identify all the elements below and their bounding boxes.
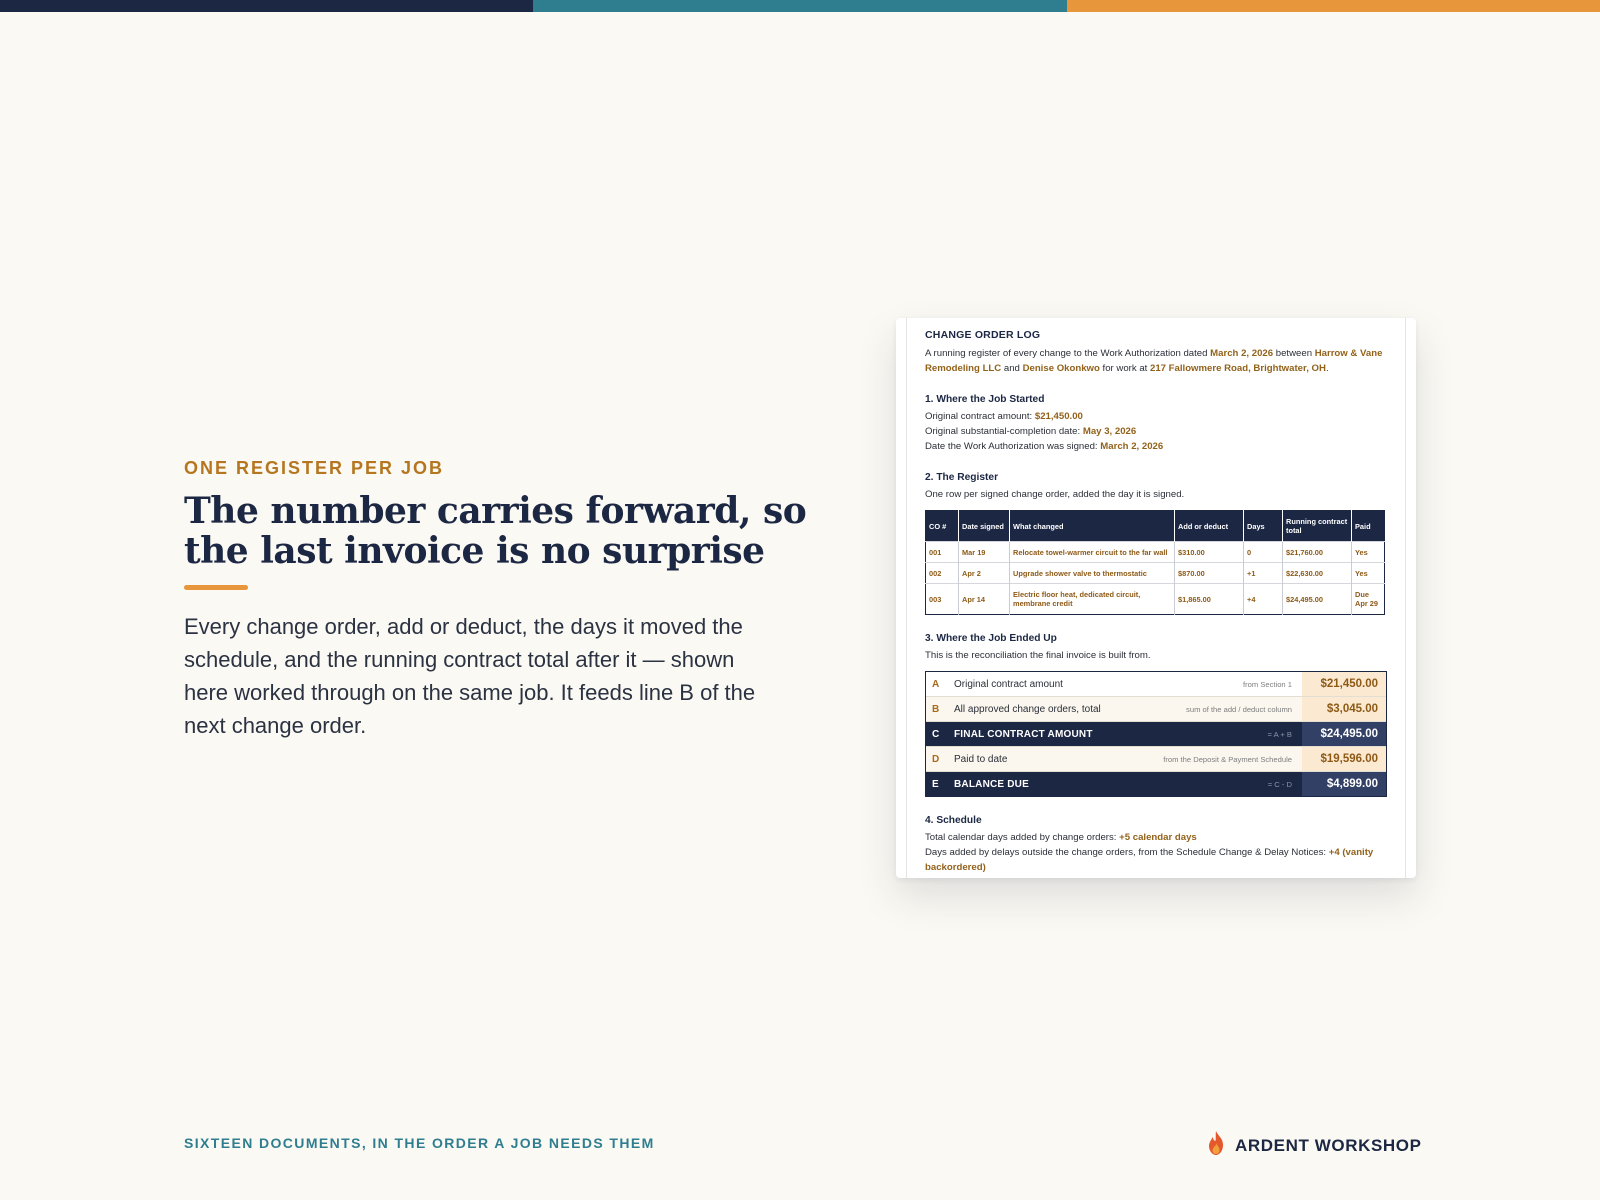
row-letter: B bbox=[932, 703, 940, 715]
cell: Electric floor heat, dedicated circuit, membrane credit bbox=[1010, 584, 1175, 615]
intro-owner: Denise Okonkwo bbox=[1022, 363, 1100, 374]
accent-teal bbox=[533, 0, 1066, 12]
column-header: Date signed bbox=[959, 511, 1010, 542]
register-header-row bbox=[926, 511, 1385, 542]
cell: Due Apr 29 bbox=[1352, 584, 1385, 615]
row-letter: A bbox=[932, 678, 940, 690]
reconciliation-table bbox=[925, 671, 1387, 797]
cell: Relocate towel-warmer circuit to the far wall bbox=[1010, 542, 1175, 563]
cell: +1 bbox=[1244, 563, 1283, 584]
column-header: CO # bbox=[926, 511, 959, 542]
column-header: Paid bbox=[1352, 511, 1385, 542]
intro-text: for work at bbox=[1099, 363, 1150, 374]
line-label: Total calendar days added by change orders: bbox=[925, 832, 1120, 843]
section-heading: 4. Schedule bbox=[925, 815, 982, 826]
section-subtitle: One row per signed change order, added the day it is signed. bbox=[925, 489, 1185, 500]
table-row bbox=[926, 584, 1385, 615]
intro-text: and bbox=[1001, 363, 1023, 374]
recon-row-b bbox=[926, 696, 1386, 721]
eyebrow: ONE REGISTER PER JOB bbox=[184, 458, 445, 478]
table-row bbox=[926, 542, 1385, 563]
body-copy: Every change order, add or deduct, the days it moved the schedule, and the running contract total after it — shown here worked through on the same job. It feeds line B of the next change order. bbox=[184, 614, 756, 738]
recon-row-d bbox=[926, 746, 1386, 771]
cell: Mar 19 bbox=[959, 542, 1010, 563]
row-label: Paid to date bbox=[954, 753, 1008, 765]
schedule-line bbox=[925, 830, 1385, 845]
cell: Apr 14 bbox=[959, 584, 1010, 615]
line-value: +5 calendar days bbox=[1119, 832, 1197, 843]
line-value: $21,450.00 bbox=[1034, 411, 1083, 422]
cell: 001 bbox=[926, 542, 959, 563]
row-amount: $19,596.00 bbox=[1302, 747, 1386, 771]
intro-date: March 2, 2026 bbox=[1210, 348, 1274, 359]
line-label: Original substantial-completion date: bbox=[925, 426, 1083, 437]
column-header: What changed bbox=[1010, 511, 1175, 542]
cell: 0 bbox=[1244, 542, 1283, 563]
intro-text: A running register of every change to the Work Authorization dated bbox=[925, 348, 1211, 359]
document-title: CHANGE ORDER LOG bbox=[925, 329, 1041, 341]
schedule-line bbox=[925, 845, 1385, 875]
table-row bbox=[926, 563, 1385, 584]
brand-lockup bbox=[1205, 1130, 1422, 1161]
section-heading: 3. Where the Job Ended Up bbox=[925, 633, 1057, 644]
document-intro bbox=[925, 346, 1385, 376]
recon-row-a bbox=[926, 672, 1386, 696]
row-letter: E bbox=[932, 778, 939, 790]
intro-contractor: Harrow & Vane Remodeling LLC bbox=[925, 348, 1383, 374]
page-edge-right bbox=[1405, 318, 1406, 878]
cell: $1,865.00 bbox=[1175, 584, 1244, 615]
recon-row-e bbox=[926, 771, 1386, 796]
start-line bbox=[925, 439, 1385, 454]
line-value: May 3, 2026 bbox=[1082, 426, 1137, 437]
accent-navy bbox=[0, 0, 533, 12]
start-line bbox=[925, 409, 1385, 424]
recon-row-c bbox=[926, 721, 1386, 746]
row-source: from Section 1 bbox=[1243, 679, 1292, 689]
row-amount: $24,495.00 bbox=[1302, 722, 1386, 746]
row-label: Original contract amount bbox=[954, 678, 1063, 690]
row-amount: $3,045.00 bbox=[1302, 697, 1386, 721]
column-header: Days bbox=[1244, 511, 1283, 542]
column-header: Running contract total bbox=[1283, 511, 1352, 542]
intro-text: between bbox=[1273, 348, 1315, 359]
row-label: All approved change orders, total bbox=[954, 703, 1101, 715]
cell: $310.00 bbox=[1175, 542, 1244, 563]
section-subtitle: This is the reconciliation the final invoice is built from. bbox=[925, 650, 1151, 661]
line-value: March 2, 2026 bbox=[1100, 441, 1164, 452]
row-label: BALANCE DUE bbox=[954, 778, 1029, 790]
cell: $870.00 bbox=[1175, 563, 1244, 584]
cell: Yes bbox=[1352, 563, 1385, 584]
intro-text: . bbox=[1325, 363, 1329, 374]
section-heading: 1. Where the Job Started bbox=[925, 394, 1045, 405]
flame-icon bbox=[1205, 1130, 1227, 1161]
page-edge-left bbox=[906, 318, 907, 878]
row-letter: D bbox=[932, 753, 940, 765]
column-header: Add or deduct bbox=[1175, 511, 1244, 542]
cell: $24,495.00 bbox=[1283, 584, 1352, 615]
change-order-log bbox=[925, 328, 1385, 875]
row-amount: $21,450.00 bbox=[1302, 672, 1386, 696]
line-label: Date the Work Authorization was signed: bbox=[925, 441, 1101, 452]
row-source: from the Deposit & Payment Schedule bbox=[1163, 754, 1292, 764]
cell: $21,760.00 bbox=[1283, 542, 1352, 563]
line-value: +4 (vanity backordered) bbox=[925, 847, 1374, 873]
row-label: FINAL CONTRACT AMOUNT bbox=[954, 728, 1093, 740]
row-letter: C bbox=[932, 728, 940, 740]
cell: Apr 2 bbox=[959, 563, 1010, 584]
row-source: = C - D bbox=[1267, 779, 1292, 789]
document-preview bbox=[896, 318, 1416, 878]
row-amount: $4,899.00 bbox=[1302, 772, 1386, 796]
slide-copy bbox=[184, 458, 824, 742]
cell: Yes bbox=[1352, 542, 1385, 563]
headline: The number carries forward, so the last invoice is no surprise bbox=[184, 490, 807, 572]
start-line bbox=[925, 424, 1385, 439]
line-label: Days added by delays outside the change orders, from the Schedule Change & Delay Notices: bbox=[925, 847, 1329, 858]
headline-underline bbox=[184, 585, 248, 590]
accent-orange bbox=[1067, 0, 1600, 12]
cell: Upgrade shower valve to thermostatic bbox=[1010, 563, 1175, 584]
cell: +4 bbox=[1244, 584, 1283, 615]
register-table bbox=[925, 510, 1385, 615]
cell: 003 bbox=[926, 584, 959, 615]
line-label: Original contract amount: bbox=[925, 411, 1035, 422]
row-source: = A + B bbox=[1267, 729, 1292, 739]
row-source: sum of the add / deduct column bbox=[1186, 704, 1292, 714]
section-heading: 2. The Register bbox=[925, 472, 999, 483]
cell: $22,630.00 bbox=[1283, 563, 1352, 584]
brand-name: ARDENT WORKSHOP bbox=[1235, 1135, 1422, 1155]
cell: 002 bbox=[926, 563, 959, 584]
intro-address: 217 Fallowmere Road, Brightwater, OH bbox=[1150, 363, 1326, 374]
footer-tagline: SIXTEEN DOCUMENTS, IN THE ORDER A JOB NEEDS THEM bbox=[184, 1135, 655, 1151]
top-accent-bar bbox=[0, 0, 1600, 12]
